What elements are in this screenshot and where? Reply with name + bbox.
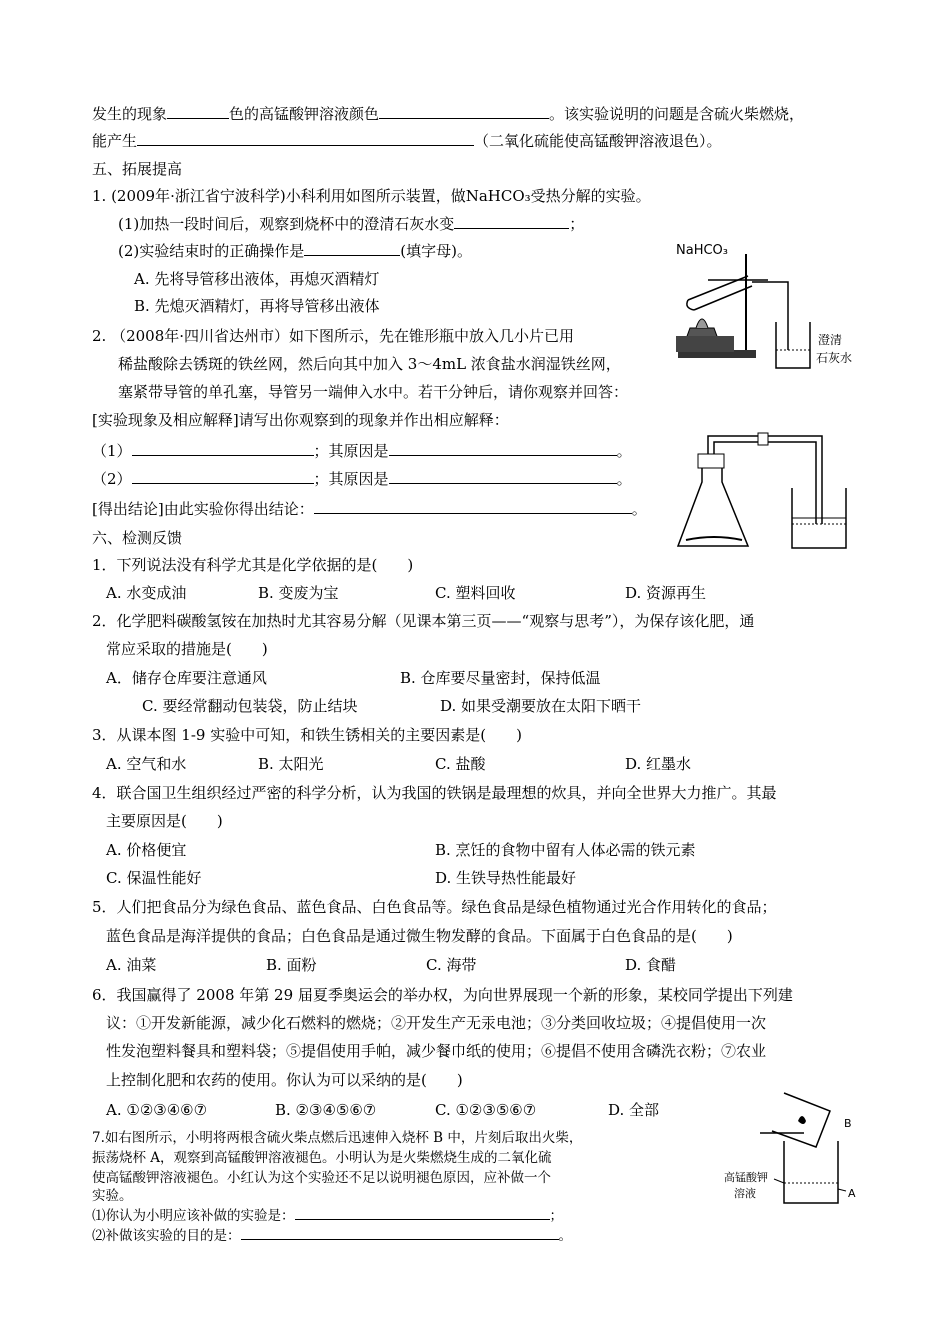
text: （2） — [92, 470, 132, 488]
q5-1-stem: 1. (2009年·浙江省宁波科学)小科利用如图所示装置，做NaHCO₃受热分解的实验。 — [92, 187, 651, 205]
text: （1） — [92, 442, 132, 460]
limewater-label-2: 石灰水 — [816, 351, 853, 365]
q6-1-option-a[interactable]: A. 水变成油 — [106, 584, 187, 602]
q6-7-line-1: 7.如右图所示，小明将两根含硫火柴点燃后迅速伸入烧杯 B 中，片刻后取出火柴， — [92, 1130, 583, 1146]
q6-4-stem-1: 4．联合国卫生组织经过严密的科学分析，认为我国的铁锅是最理想的炊具，并向全世界大力推广。其最 — [92, 784, 777, 802]
q5-2-line4: [实验现象及相应解释]请写出你观察到的现象并作出相应解释： — [92, 411, 509, 429]
top-line-1 — [92, 104, 804, 124]
section-heading: 六、检测反馈 — [92, 529, 183, 547]
conclusion-row — [92, 499, 647, 519]
label-b: B — [844, 1117, 852, 1130]
q6-2-stem-1: 2．化学肥料碳酸氢铵在加热时尤其容易分解（见课本第三页——“观察与思考”），为保存该化肥，通 — [92, 612, 755, 630]
label-a: A — [848, 1187, 856, 1200]
q6-3-option-d[interactable]: D. 红墨水 — [625, 755, 692, 773]
q5-1-part1 — [118, 214, 584, 234]
text: 能产生 — [92, 132, 138, 150]
q6-2-option-c[interactable]: C. 要经常翻动包装袋，防止结块 — [142, 697, 358, 715]
text: 。 — [558, 1228, 572, 1244]
q6-6-option-b[interactable]: B. ②③④⑤⑥⑦ — [275, 1101, 377, 1119]
limewater-label-1: 澄清 — [818, 333, 843, 347]
q6-4-option-d[interactable]: D. 生铁导热性能最好 — [435, 869, 577, 887]
text: ； — [569, 215, 585, 233]
q6-3-option-c[interactable]: C. 盐酸 — [435, 755, 486, 773]
q6-6-stem-3: 性发泡塑料餐具和塑料袋；⑤提倡使用手帕，减少餐巾纸的使用；⑥提倡不使用含磷洗衣粉；⑦农业 — [106, 1042, 767, 1060]
flask-beaker-figure — [674, 428, 864, 552]
text: ； — [549, 1208, 563, 1224]
text: ⑴你认为小明应该补做的实验是： — [92, 1208, 295, 1224]
answer-row-1 — [92, 441, 632, 461]
beaker-ab-figure — [720, 1085, 870, 1215]
q6-4-option-b[interactable]: B. 烹饪的食物中留有人体必需的铁元素 — [435, 841, 696, 859]
q6-1-option-c[interactable]: C. 塑料回收 — [435, 584, 516, 602]
text: ⑵补做该实验的目的是： — [92, 1228, 241, 1244]
q6-7-line-3: 使高锰酸钾溶液褪色。小红认为这个实验还不足以说明褪色原因，应补做一个 — [92, 1170, 551, 1186]
blank[interactable] — [304, 241, 400, 256]
q6-4-stem-2: 主要原因是( ) — [106, 812, 223, 830]
option-b: B. 先熄灭酒精灯，再将导管移出液体 — [134, 297, 380, 315]
blank[interactable] — [389, 469, 617, 484]
text: （二氧化硫能使高锰酸钾溶液退色）。 — [474, 132, 722, 150]
text: (2)实验结束时的正确操作是 — [118, 242, 305, 260]
q6-7-part1 — [92, 1206, 563, 1226]
q6-6-stem-4: 上控制化肥和农药的使用。你认为可以采纳的是( ) — [106, 1071, 463, 1089]
text: (填字母)。 — [400, 242, 472, 260]
q6-5-option-b[interactable]: B. 面粉 — [266, 956, 317, 974]
q6-6-option-c[interactable]: C. ①②③⑤⑥⑦ — [435, 1101, 537, 1119]
q6-3-stem: 3．从课本图 1-9 实验中可知，和铁生锈相关的主要因素是( ) — [92, 726, 522, 744]
q6-1-option-b[interactable]: B. 变废为宝 — [258, 584, 339, 602]
blank[interactable] — [241, 1227, 559, 1240]
blank[interactable] — [295, 1207, 550, 1220]
nahco3-label: NaHCO₃ — [676, 243, 728, 258]
text: [得出结论]由此实验你得出结论： — [92, 500, 314, 518]
q6-5-stem-1: 5．人们把食品分为绿色食品、蓝色食品、白色食品等。绿色食品是绿色植物通过光合作用转化的食品； — [92, 898, 777, 916]
nahco3-apparatus-figure — [668, 232, 868, 372]
blank[interactable] — [132, 441, 314, 456]
q5-1-part2 — [118, 241, 472, 261]
apparatus-drawing — [668, 232, 868, 372]
flask-drawing — [674, 428, 864, 552]
beaker-drawing — [720, 1085, 870, 1215]
q6-2-option-d[interactable]: D. 如果受潮要放在太阳下晒干 — [440, 697, 642, 715]
text: ；其原因是 — [313, 470, 389, 488]
q6-5-option-d[interactable]: D. 食醋 — [625, 956, 677, 974]
option-a: A. 先将导管移出液体，再熄灭酒精灯 — [134, 270, 380, 288]
q6-5-option-c[interactable]: C. 海带 — [426, 956, 477, 974]
text: 。 — [616, 470, 632, 488]
q6-1-stem: 1．下列说法没有科学尤其是化学依据的是( ) — [92, 556, 414, 574]
q6-2-option-b[interactable]: B. 仓库要尽量密封，保持低温 — [400, 669, 601, 687]
q6-5-option-a[interactable]: A. 油菜 — [106, 956, 157, 974]
solution-label-1: 高锰酸钾 — [724, 1171, 768, 1184]
blank[interactable] — [132, 469, 314, 484]
q6-3-option-b[interactable]: B. 太阳光 — [258, 755, 324, 773]
q5-2-line1: 2. （2008年·四川省达州市）如下图所示，先在锥形瓶中放入几小片已用 — [92, 327, 575, 345]
text: 发生的现象 — [92, 105, 168, 123]
solution-label-2: 溶液 — [734, 1187, 756, 1200]
text: 。该实验说明的问题是含硫火柴燃烧， — [549, 105, 805, 123]
blank[interactable] — [454, 214, 569, 229]
text: ；其原因是 — [313, 442, 389, 460]
blank[interactable] — [389, 441, 617, 456]
q6-2-stem-2: 常应采取的措施是( ) — [106, 640, 268, 658]
q6-4-option-a[interactable]: A. 价格便宜 — [106, 841, 187, 859]
q6-7-line-4: 实验。 — [92, 1188, 133, 1204]
q6-3-option-a[interactable]: A. 空气和水 — [106, 755, 187, 773]
q6-7-part2 — [92, 1226, 572, 1246]
q6-6-stem-2: 议：①开发新能源，减少化石燃料的燃烧；②开发生产无汞电池；③分类回收垃圾；④提倡使用一次 — [106, 1014, 767, 1032]
q6-6-option-d[interactable]: D. 全部 — [608, 1101, 660, 1119]
q5-2-line2: 稀盐酸除去锈斑的铁丝网，然后向其中加入 3～4mL 浓食盐水润湿铁丝网， — [118, 355, 621, 373]
q6-6-option-a[interactable]: A. ①②③④⑥⑦ — [106, 1101, 208, 1119]
blank[interactable] — [379, 104, 549, 119]
text: 色的高锰酸钾溶液颜色 — [229, 105, 380, 123]
answer-row-2 — [92, 469, 632, 489]
top-line-2 — [92, 131, 722, 151]
q6-6-stem-1: 6．我国赢得了 2008 年第 29 届夏季奥运会的举办权，为向世界展现一个新的形象，某校同学提出下列建 — [92, 986, 793, 1004]
q6-4-option-c[interactable]: C. 保温性能好 — [106, 869, 202, 887]
q6-7-line-2: 振荡烧杯 A，观察到高锰酸钾溶液褪色。小明认为是火柴燃烧生成的二氧化硫 — [92, 1150, 552, 1166]
blank[interactable] — [167, 104, 229, 119]
text: 。 — [631, 500, 647, 518]
q6-5-stem-2: 蓝色食品是海洋提供的食品；白色食品是通过微生物发酵的食品。下面属于白色食品的是( ) — [106, 927, 733, 945]
text: (1)加热一段时间后，观察到烧杯中的澄清石灰水变 — [118, 215, 455, 233]
q6-1-option-d[interactable]: D. 资源再生 — [625, 584, 707, 602]
q6-2-option-a[interactable]: A．储存仓库要注意通风 — [106, 669, 267, 687]
blank[interactable] — [137, 131, 474, 146]
blank[interactable] — [314, 499, 632, 514]
q5-2-line3: 塞紧带导管的单孔塞，导管另一端伸入水中。若干分钟后，请你观察并回答： — [118, 383, 629, 401]
section-heading: 五、拓展提高 — [92, 160, 183, 178]
text: 。 — [616, 442, 632, 460]
